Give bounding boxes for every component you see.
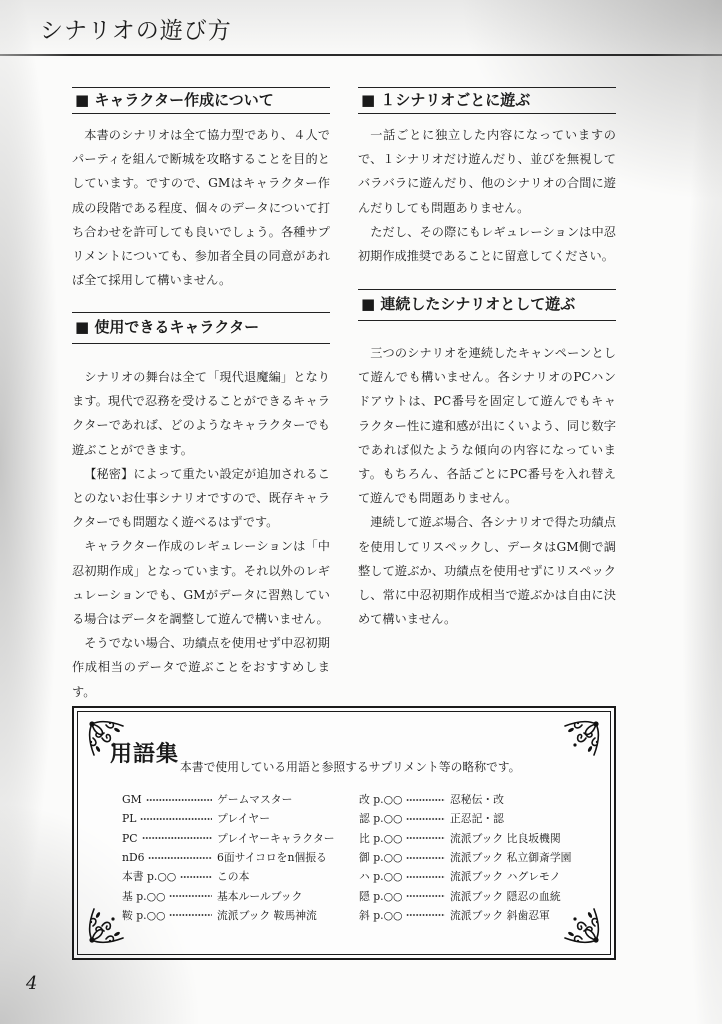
leader-dots [406,798,445,802]
glossary-term: PC [122,831,138,845]
heading-character-creation: ■ キャラクター作成について [72,87,330,114]
paragraph: シナリオの舞台は全て「現代退魔編」となります。現代で忍務を受けることができるキャラクターであれば、どのようなキャラクターでも遊ぶことができます。 [72,370,330,457]
glossary-title: 用語集 [110,741,180,767]
paragraph: キャラクター作成のレギュレーションは「中忍初期作成」となっています。それ以外のレギュレーションでも、GMがデータに習熟している場合はデータを調整して遊んで構いません。 [72,539,330,627]
leader-dots [406,875,445,879]
glossary-meaning: 6面サイコロをn個振る [217,851,327,865]
paragraph: 本書のシナリオは全て協力型であり、４人でパーティを組んで断城を攻略することを目的としています。ですので、GMはキャラクター作成の段階である程度、個々のデータについて打ち合わせを許可しても良いでしょう。各種サプリメントについても、参加者全員の同意があれば全て採用して構いません。 [72,128,330,288]
glossary-term: PL [122,812,137,826]
paragraph: 一話ごとに独立した内容になっていますので、１シナリオだけ遊んだり、並びを無視してバラバラに遊んだり、他のシナリオの合間に遊んだりしても問題ありません。 [358,128,616,215]
glossary-term: 鞍 p.○○ [122,908,166,922]
glossary-meaning: プレイヤー [217,812,271,826]
glossary-term: 基 p.○○ [122,889,166,903]
glossary-meaning: 正忍記・認 [450,812,504,826]
glossary-row [359,867,571,886]
glossary-meaning: 流派ブック 私立御斎学園 [450,851,572,865]
glossary-subtitle: 本書で使用している用語と参照するサプリメント等の略称です。 [180,760,521,774]
glossary-row [359,809,571,828]
leader-dots [406,836,445,840]
glossary-meaning: 流派ブック 鞍馬神流 [217,908,317,922]
glossary-term: 本書 p.○○ [122,870,177,884]
glossary-meaning: プレイヤーキャラクター [217,831,335,845]
glossary-term: 隠 p.○○ [359,889,403,903]
glossary-term: 斜 p.○○ [359,908,403,922]
glossary-row [122,809,335,828]
leader-dots [406,856,445,860]
glossary-meaning: 忍秘伝・改 [450,793,504,807]
section-continuous-body [358,341,616,631]
glossary-meaning: 流派ブック 隠忍の血統 [450,889,561,903]
paragraph: 【秘密】によって重たい設定が追加されることのないお仕事シナリオですので、既存キャラクターでも問題なく遊べるはずです。 [72,466,330,530]
glossary-box [72,706,616,960]
glossary-row [122,790,335,809]
glossary-row [359,829,571,848]
glossary-term: GM [122,793,142,807]
glossary-row [122,829,335,848]
paragraph: 連続して遊ぶ場合、各シナリオで得た功績点を使用してリスペックし、データはGM側で調整して遊ぶか、功績点を使用せずにリスペックし、常に中忍初期作成相当で遊ぶかは自由に決めて構いません。 [358,515,616,627]
glossary-row [359,886,571,905]
glossary-term: 御 p.○○ [359,851,403,865]
paragraph: そうでない場合、功績点を使用せず中忍初期作成相当のデータで遊ぶことをおすすめします。 [72,636,330,699]
glossary-term: ハ p.○○ [359,870,403,884]
glossary-row [359,790,571,809]
leader-dots [146,798,212,802]
section-character-creation-body [72,123,330,292]
leader-dots [406,817,445,821]
header-rule [0,54,722,56]
glossary-row [122,867,335,886]
paragraph: 三つのシナリオを連続したキャンペーンとして遊んでも構いません。各シナリオのPCハンドアウトは、PC番号を固定して遊んでもキャラクター性に違和感が出にくいよう、同じ数字であれば似たような傾向の内容になっています。もちろん、各話ごとにPC番号を入れ替えて遊んでも問題ありません。 [358,346,616,506]
glossary-row [122,906,335,925]
glossary-term: 比 p.○○ [359,831,403,845]
leader-dots [406,894,445,898]
glossary-meaning: 流派ブック ハグレモノ [450,870,561,884]
glossary-list-right [359,790,571,925]
corner-ornament-top-right [562,718,602,758]
heading-per-scenario: ■ １シナリオごとに遊ぶ [358,87,616,114]
heading-usable-characters: ■ 使用できるキャラクター [72,312,330,344]
leader-dots [169,913,212,917]
glossary-meaning: 流派ブック 比良坂機関 [450,831,561,845]
glossary-term: nD6 [122,851,145,865]
glossary-meaning: ゲームマスター [217,793,293,807]
glossary-row [359,906,571,925]
glossary-meaning: 基本ルールブック [217,889,303,903]
leader-dots [142,836,212,840]
leader-dots [140,817,212,821]
leader-dots [169,894,212,898]
glossary-term: 認 p.○○ [359,812,403,826]
page-number: 4 [26,973,38,994]
glossary-row [122,886,335,905]
leader-dots [406,913,445,917]
glossary-row [359,848,571,867]
leader-dots [148,856,212,860]
glossary-list-left [122,790,335,925]
glossary-term: 改 p.○○ [359,793,403,807]
corner-ornament-bottom-left [86,906,126,946]
page-title: シナリオの遊び方 [40,18,232,44]
paragraph: ただし、その際にもレギュレーションは中忍初期作成推奨であることに留意してください。 [358,224,616,264]
section-usable-characters-body [72,365,330,704]
heading-continuous: ■ 連続したシナリオとして遊ぶ [358,289,616,321]
glossary-meaning: 流派ブック 斜歯忍軍 [450,908,550,922]
section-per-scenario-body [358,123,616,268]
glossary-meaning: この本 [217,870,250,884]
glossary-row [122,848,335,867]
leader-dots [180,875,212,879]
